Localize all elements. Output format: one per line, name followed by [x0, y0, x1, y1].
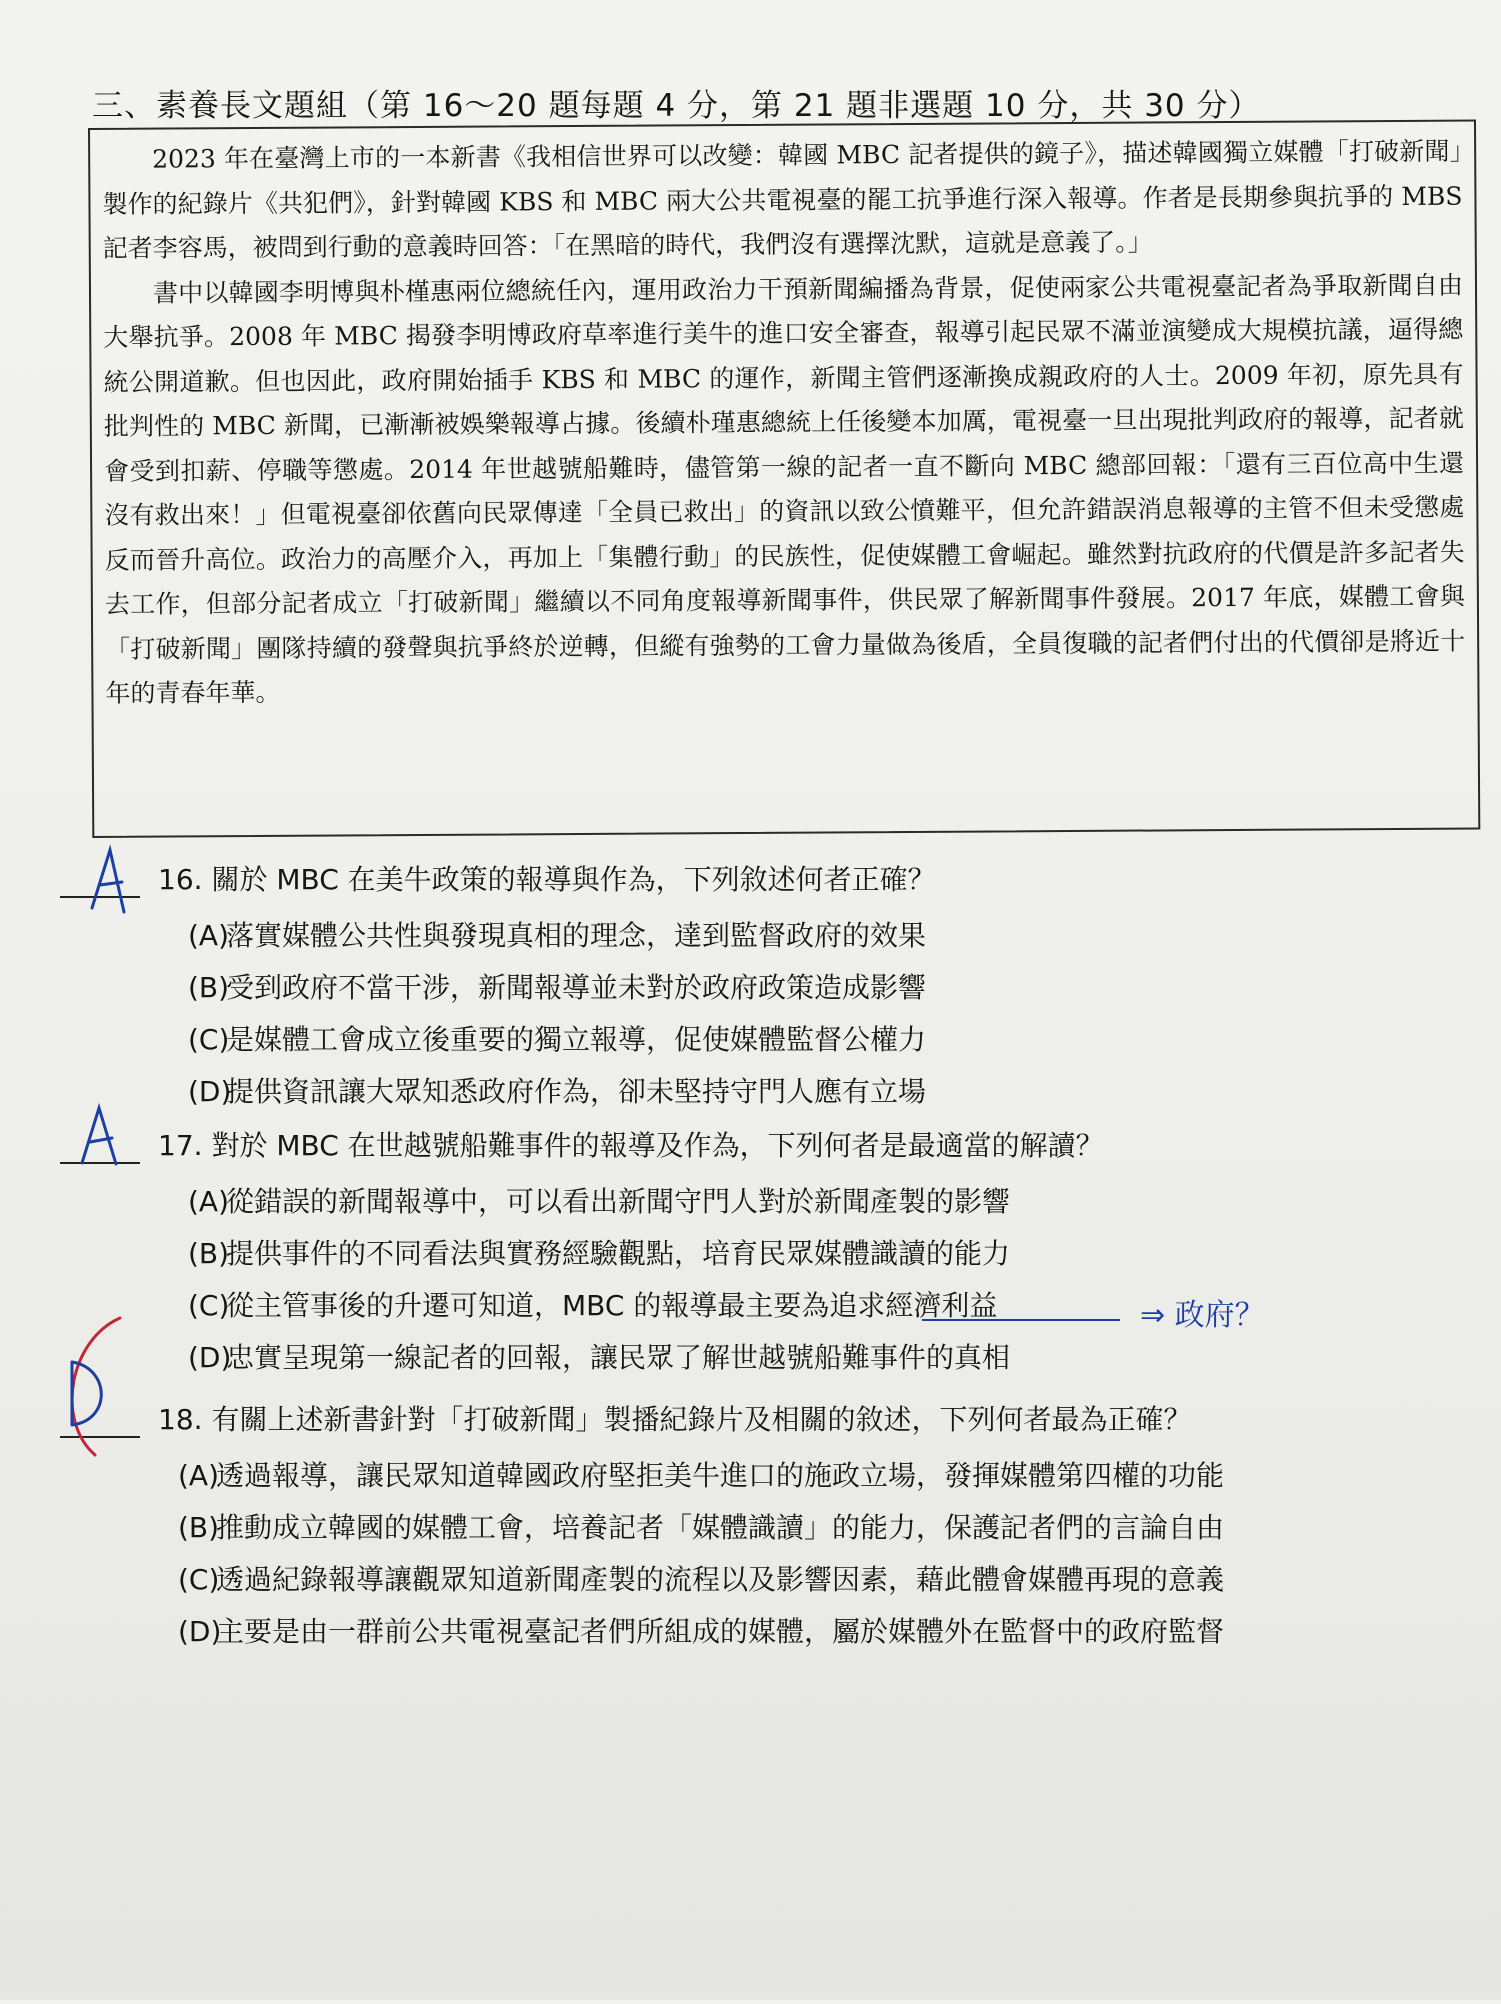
option-letter: (D)	[178, 1615, 222, 1648]
question-number: 16.	[158, 863, 203, 896]
option-d[interactable]	[188, 1332, 1010, 1384]
option-text: 從主管事後的升遷可知道，MBC 的報導最主要為追求經濟利益	[226, 1289, 998, 1322]
option-text: 是媒體工會成立後重要的獨立報導，促使媒體監督公權力	[226, 1023, 927, 1056]
question-number: 17.	[158, 1129, 203, 1162]
answer-mark-q17	[82, 1108, 116, 1164]
option-text: 推動成立韓國的媒體工會，培養記者「媒體識讀」的能力，保護記者們的言論自由	[216, 1511, 1225, 1544]
answer-blank[interactable]	[60, 896, 140, 898]
option-letter: (C)	[188, 1023, 230, 1056]
option-letter: (A)	[188, 919, 230, 952]
option-list	[188, 1176, 1010, 1384]
option-c[interactable]	[188, 1280, 1010, 1332]
question-stem	[158, 1398, 1191, 1438]
red-circle-mark	[72, 1318, 120, 1455]
option-list	[178, 1450, 1224, 1658]
option-a[interactable]	[178, 1450, 1224, 1502]
question-text: 關於 MBC 在美牛政策的報導與作為，下列敘述何者正確？	[211, 863, 936, 896]
option-a[interactable]	[188, 910, 926, 962]
option-d[interactable]	[178, 1606, 1224, 1658]
question-stem	[158, 858, 936, 898]
option-text: 提供事件的不同看法與實務經驗觀點，培育民眾媒體識讀的能力	[226, 1237, 1011, 1270]
option-b[interactable]	[188, 962, 926, 1014]
section-title: 三、素養長文題組（第 16～20 題每題 4 分，第 21 題非選題 10 分，共 30 分）	[92, 88, 1261, 124]
option-c[interactable]	[188, 1014, 926, 1066]
option-letter: (D)	[188, 1341, 232, 1374]
option-text: 從錯誤的新聞報導中，可以看出新聞守門人對於新聞產製的影響	[226, 1185, 1011, 1218]
option-text: 落實媒體公共性與發現真相的理念，達到監督政府的效果	[226, 919, 927, 952]
question-stem	[158, 1124, 1104, 1164]
option-letter: (C)	[178, 1563, 220, 1596]
option-text: 受到政府不當干涉，新聞報導並未對於政府政策造成影響	[226, 971, 927, 1004]
answer-blank[interactable]	[60, 1436, 140, 1438]
passage-paragraph-2: 書中以韓國李明博與朴槿惠兩位總統任內，運用政治力干預新聞編播為背景，促使兩家公共電視臺記者為爭取新聞自由大舉抗爭。2008 年 MBC 揭發李明博政府草率進行美牛的進口安全審查，報導引起民眾不滿並演變成大規模抗議，逼得總統公開道歉。但也因此，政府開始插手 KBS 和 MBC 的運作，新聞主管們逐漸換成親政府的人士。2009 年初，原先具有批判性的 MBC 新聞，已漸漸被娛樂報導占據。後續朴瑾惠總統上任後變本加厲，電視臺一旦出現批判政府的報導，記者就會受到扣薪、停職等懲處。2014 年世越號船難時，儘管第一線的記者一直不斷向 MBC 總部回報：「還有三百位高中生還沒有救出來！」但電視臺卻依舊向民眾傳達「全員已救出」的資訊以致公憤難平，但允許錯誤消息報導的主管不但未受懲處反而晉升高位。政治力的高壓介入，再加上「集體行動」的民族性，促使媒體工會崛起。雖然對抗政府的代價是許多記者失去工作，但部分記者成立「打破新聞」繼續以不同角度報導新聞事件，供民眾了解新聞事件發展。2017 年底，媒體工會與「打破新聞」團隊持續的發聲與抗爭終於逆轉，但縱有強勢的工會力量做為後盾，全員復職的記者們付出的代價卻是將近十年的青春年華。	[103, 270, 1466, 708]
question-text: 有關上述新書針對「打破新聞」製播紀錄片及相關的敘述，下列何者最為正確？	[211, 1403, 1192, 1436]
reading-passage	[102, 130, 1466, 717]
answer-blank[interactable]	[60, 1162, 140, 1164]
option-d[interactable]	[188, 1066, 926, 1118]
reading-passage-box	[88, 120, 1480, 838]
answer-mark-q18	[72, 1362, 101, 1425]
option-text: 忠實呈現第一線記者的回報，讓民眾了解世越號船難事件的真相	[226, 1341, 1011, 1374]
option-c[interactable]	[178, 1554, 1224, 1606]
option-letter: (A)	[178, 1459, 220, 1492]
option-letter: (B)	[188, 971, 230, 1004]
option-letter: (B)	[178, 1511, 220, 1544]
question-number: 18.	[158, 1403, 203, 1436]
answer-mark-q16	[92, 850, 124, 912]
option-list	[188, 910, 926, 1118]
question-text: 對於 MBC 在世越號船難事件的報導及作為，下列何者是最適當的解讀？	[211, 1129, 1104, 1162]
option-letter: (C)	[188, 1289, 230, 1322]
option-text: 透過紀錄報導讓觀眾知道新聞產製的流程以及影響因素，藉此體會媒體再現的意義	[216, 1563, 1225, 1596]
option-text: 提供資訊讓大眾知悉政府作為，卻未堅持守門人應有立場	[226, 1075, 927, 1108]
option-letter: (B)	[188, 1237, 230, 1270]
option-letter: (A)	[188, 1185, 230, 1218]
option-b[interactable]	[188, 1228, 1010, 1280]
option-b[interactable]	[178, 1502, 1224, 1554]
margin-note: ⇒ 政府？	[1140, 1298, 1265, 1333]
option-text: 主要是由一群前公共電視臺記者們所組成的媒體，屬於媒體外在監督中的政府監督	[216, 1615, 1225, 1648]
option-text: 透過報導，讓民眾知道韓國政府堅拒美牛進口的施政立場，發揮媒體第四權的功能	[216, 1459, 1225, 1492]
passage-paragraph-1: 2023 年在臺灣上市的一本新書《我相信世界可以改變：韓國 MBC 記者提供的鏡子》，描述韓國獨立媒體「打破新聞」製作的紀錄片《共犯們》，針對韓國 KBS 和 MBC 兩大公共電視臺的罷工抗爭進行深入報導。作者是長期參與抗爭的 MBS 記者李容馬，被問到行動的意義時回答：「在黑暗的時代，我們沒有選擇沈默，這就是意義了。」	[102, 136, 1463, 263]
option-a[interactable]	[188, 1176, 1010, 1228]
option-letter: (D)	[188, 1075, 232, 1108]
